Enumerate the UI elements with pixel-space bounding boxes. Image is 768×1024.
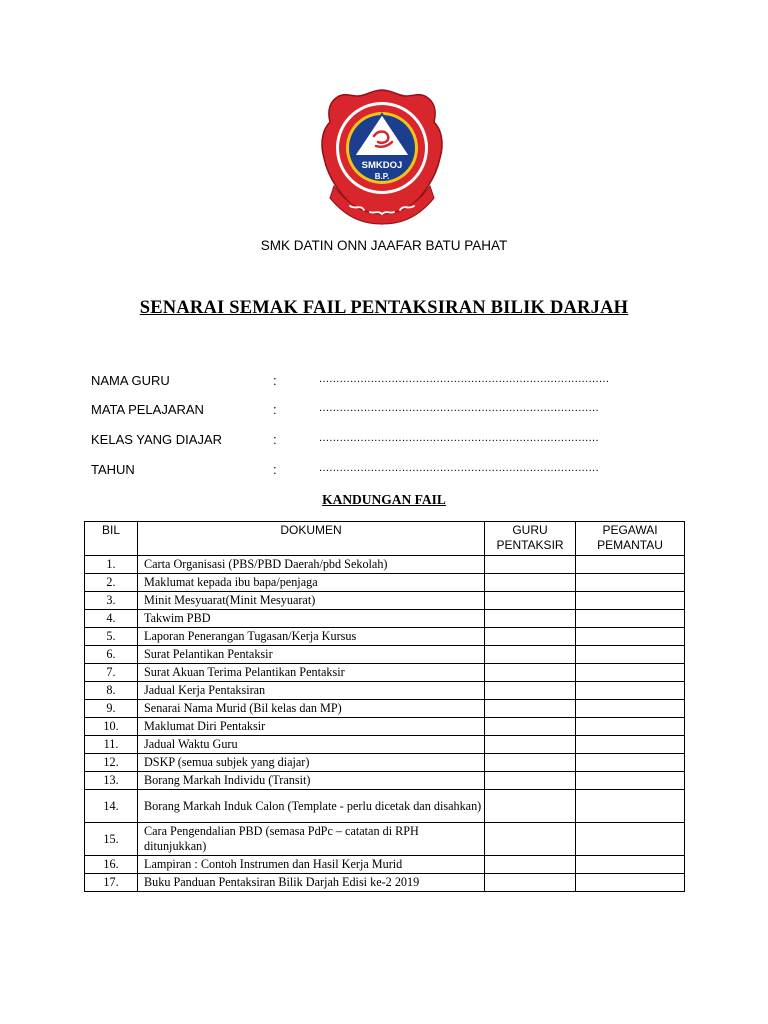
- table-row: [85, 754, 685, 772]
- cell-pegawai-pemantau-checkbox[interactable]: [576, 592, 685, 610]
- info-label: NAMA GURU: [91, 373, 170, 388]
- cell-pegawai-pemantau-checkbox[interactable]: [576, 556, 685, 574]
- cell-pegawai-pemantau-checkbox[interactable]: [576, 646, 685, 664]
- cell-pegawai-pemantau-checkbox[interactable]: [576, 823, 685, 856]
- cell-pegawai-pemantau-checkbox[interactable]: [576, 856, 685, 874]
- cell-dokumen: Surat Pelantikan Pentaksir: [138, 646, 485, 664]
- table-row: [85, 682, 685, 700]
- info-label: KELAS YANG DIAJAR: [91, 432, 223, 447]
- cell-bil: 1.: [85, 556, 138, 574]
- table-row: [85, 664, 685, 682]
- header-bil: BIL: [85, 522, 138, 556]
- cell-guru-pentaksir-checkbox[interactable]: [485, 790, 576, 823]
- cell-pegawai-pemantau-checkbox[interactable]: [576, 754, 685, 772]
- table-row: [85, 736, 685, 754]
- cell-dokumen: Jadual Kerja Pentaksiran: [138, 682, 485, 700]
- cell-guru-pentaksir-checkbox[interactable]: [485, 574, 576, 592]
- cell-dokumen: Laporan Penerangan Tugasan/Kerja Kursus: [138, 628, 485, 646]
- school-name: SMK DATIN ONN JAAFAR BATU PAHAT: [260, 238, 508, 253]
- cell-pegawai-pemantau-checkbox[interactable]: [576, 736, 685, 754]
- cell-pegawai-pemantau-checkbox[interactable]: [576, 790, 685, 823]
- table-row: [85, 628, 685, 646]
- table-row: [85, 856, 685, 874]
- cell-bil: 12.: [85, 754, 138, 772]
- cell-dokumen: Maklumat Diri Pentaksir: [138, 718, 485, 736]
- cell-pegawai-pemantau-checkbox[interactable]: [576, 718, 685, 736]
- cell-guru-pentaksir-checkbox[interactable]: [485, 718, 576, 736]
- cell-guru-pentaksir-checkbox[interactable]: [485, 682, 576, 700]
- cell-bil: 14.: [85, 790, 138, 823]
- cell-guru-pentaksir-checkbox[interactable]: [485, 664, 576, 682]
- table-row: [85, 790, 685, 823]
- checklist-table: [84, 521, 685, 892]
- info-colon: :: [273, 373, 277, 388]
- cell-bil: 16.: [85, 856, 138, 874]
- cell-pegawai-pemantau-checkbox[interactable]: [576, 874, 685, 892]
- cell-pegawai-pemantau-checkbox[interactable]: [576, 700, 685, 718]
- info-colon: :: [273, 462, 277, 477]
- cell-bil: 6.: [85, 646, 138, 664]
- cell-dokumen: Takwim PBD: [138, 610, 485, 628]
- cell-guru-pentaksir-checkbox[interactable]: [485, 628, 576, 646]
- table-row: [85, 772, 685, 790]
- cell-bil: 7.: [85, 664, 138, 682]
- cell-pegawai-pemantau-checkbox[interactable]: [576, 664, 685, 682]
- cell-dokumen: Borang Markah Individu (Transit): [138, 772, 485, 790]
- table-row: [85, 823, 685, 856]
- cell-guru-pentaksir-checkbox[interactable]: [485, 610, 576, 628]
- table-row: [85, 874, 685, 892]
- cell-bil: 17.: [85, 874, 138, 892]
- info-row-nama-guru: [91, 373, 691, 393]
- table-row: [85, 700, 685, 718]
- cell-guru-pentaksir-checkbox[interactable]: [485, 556, 576, 574]
- cell-guru-pentaksir-checkbox[interactable]: [485, 823, 576, 856]
- info-colon: :: [273, 432, 277, 447]
- cell-guru-pentaksir-checkbox[interactable]: [485, 772, 576, 790]
- crest-text-top: SMKDOJ: [361, 160, 403, 171]
- cell-dokumen: DSKP (semua subjek yang diajar): [138, 754, 485, 772]
- cell-guru-pentaksir-checkbox[interactable]: [485, 592, 576, 610]
- cell-bil: 3.: [85, 592, 138, 610]
- cell-dokumen: Jadual Waktu Guru: [138, 736, 485, 754]
- info-row-kelas: [91, 432, 691, 452]
- cell-dokumen: Borang Markah Induk Calon (Template - perlu dicetak dan disahkan): [138, 790, 485, 823]
- cell-dokumen: Senarai Nama Murid (Bil kelas dan MP): [138, 700, 485, 718]
- cell-dokumen: Lampiran : Contoh Instrumen dan Hasil Kerja Murid: [138, 856, 485, 874]
- table-row: [85, 592, 685, 610]
- cell-bil: 2.: [85, 574, 138, 592]
- header-guru-pentaksir: GURU PENTAKSIR: [485, 522, 576, 556]
- cell-guru-pentaksir-checkbox[interactable]: [485, 856, 576, 874]
- contents-title: KANDUNGAN FAIL: [322, 492, 446, 507]
- cell-guru-pentaksir-checkbox[interactable]: [485, 874, 576, 892]
- cell-bil: 10.: [85, 718, 138, 736]
- cell-pegawai-pemantau-checkbox[interactable]: [576, 610, 685, 628]
- cell-dokumen: Minit Mesyuarat(Minit Mesyuarat): [138, 592, 485, 610]
- table-row: [85, 718, 685, 736]
- cell-bil: 5.: [85, 628, 138, 646]
- cell-dokumen: Maklumat kepada ibu bapa/penjaga: [138, 574, 485, 592]
- cell-guru-pentaksir-checkbox[interactable]: [485, 700, 576, 718]
- cell-guru-pentaksir-checkbox[interactable]: [485, 736, 576, 754]
- info-blank-line: ....................................................................................: [319, 373, 610, 385]
- info-row-mata-pelajaran: [91, 402, 691, 422]
- cell-pegawai-pemantau-checkbox[interactable]: [576, 628, 685, 646]
- crest-text-bottom: B.P.: [374, 172, 390, 181]
- table-header-row: [85, 522, 685, 556]
- cell-bil: 9.: [85, 700, 138, 718]
- cell-dokumen: Surat Akuan Terima Pelantikan Pentaksir: [138, 664, 485, 682]
- cell-guru-pentaksir-checkbox[interactable]: [485, 646, 576, 664]
- info-label: TAHUN: [91, 462, 135, 477]
- table-row: [85, 610, 685, 628]
- cell-dokumen: Cara Pengendalian PBD (semasa PdPc – catatan di RPH ditunjukkan): [138, 823, 485, 856]
- school-crest-logo: [316, 86, 448, 226]
- info-blank-line: .................................................................................: [319, 432, 599, 444]
- table-row: [85, 646, 685, 664]
- info-blank-line: .................................................................................: [319, 462, 599, 474]
- table-row: [85, 556, 685, 574]
- cell-bil: 4.: [85, 610, 138, 628]
- cell-bil: 11.: [85, 736, 138, 754]
- cell-bil: 15.: [85, 823, 138, 856]
- header-pegawai-pemantau: PEGAWAI PEMANTAU: [576, 522, 685, 556]
- cell-bil: 8.: [85, 682, 138, 700]
- info-colon: :: [273, 402, 277, 417]
- cell-dokumen: Buku Panduan Pentaksiran Bilik Darjah Edisi ke-2 2019: [138, 874, 485, 892]
- info-label: MATA PELAJARAN: [91, 402, 204, 417]
- cell-bil: 13.: [85, 772, 138, 790]
- info-row-tahun: [91, 462, 691, 482]
- info-blank-line: .................................................................................: [319, 402, 599, 414]
- document-title: SENARAI SEMAK FAIL PENTAKSIRAN BILIK DARJAH: [139, 298, 629, 318]
- header-dokumen: DOKUMEN: [138, 522, 485, 556]
- cell-pegawai-pemantau-checkbox[interactable]: [576, 682, 685, 700]
- table-row: [85, 574, 685, 592]
- cell-guru-pentaksir-checkbox[interactable]: [485, 754, 576, 772]
- cell-pegawai-pemantau-checkbox[interactable]: [576, 772, 685, 790]
- cell-dokumen: Carta Organisasi (PBS/PBD Daerah/pbd Sekolah): [138, 556, 485, 574]
- cell-pegawai-pemantau-checkbox[interactable]: [576, 574, 685, 592]
